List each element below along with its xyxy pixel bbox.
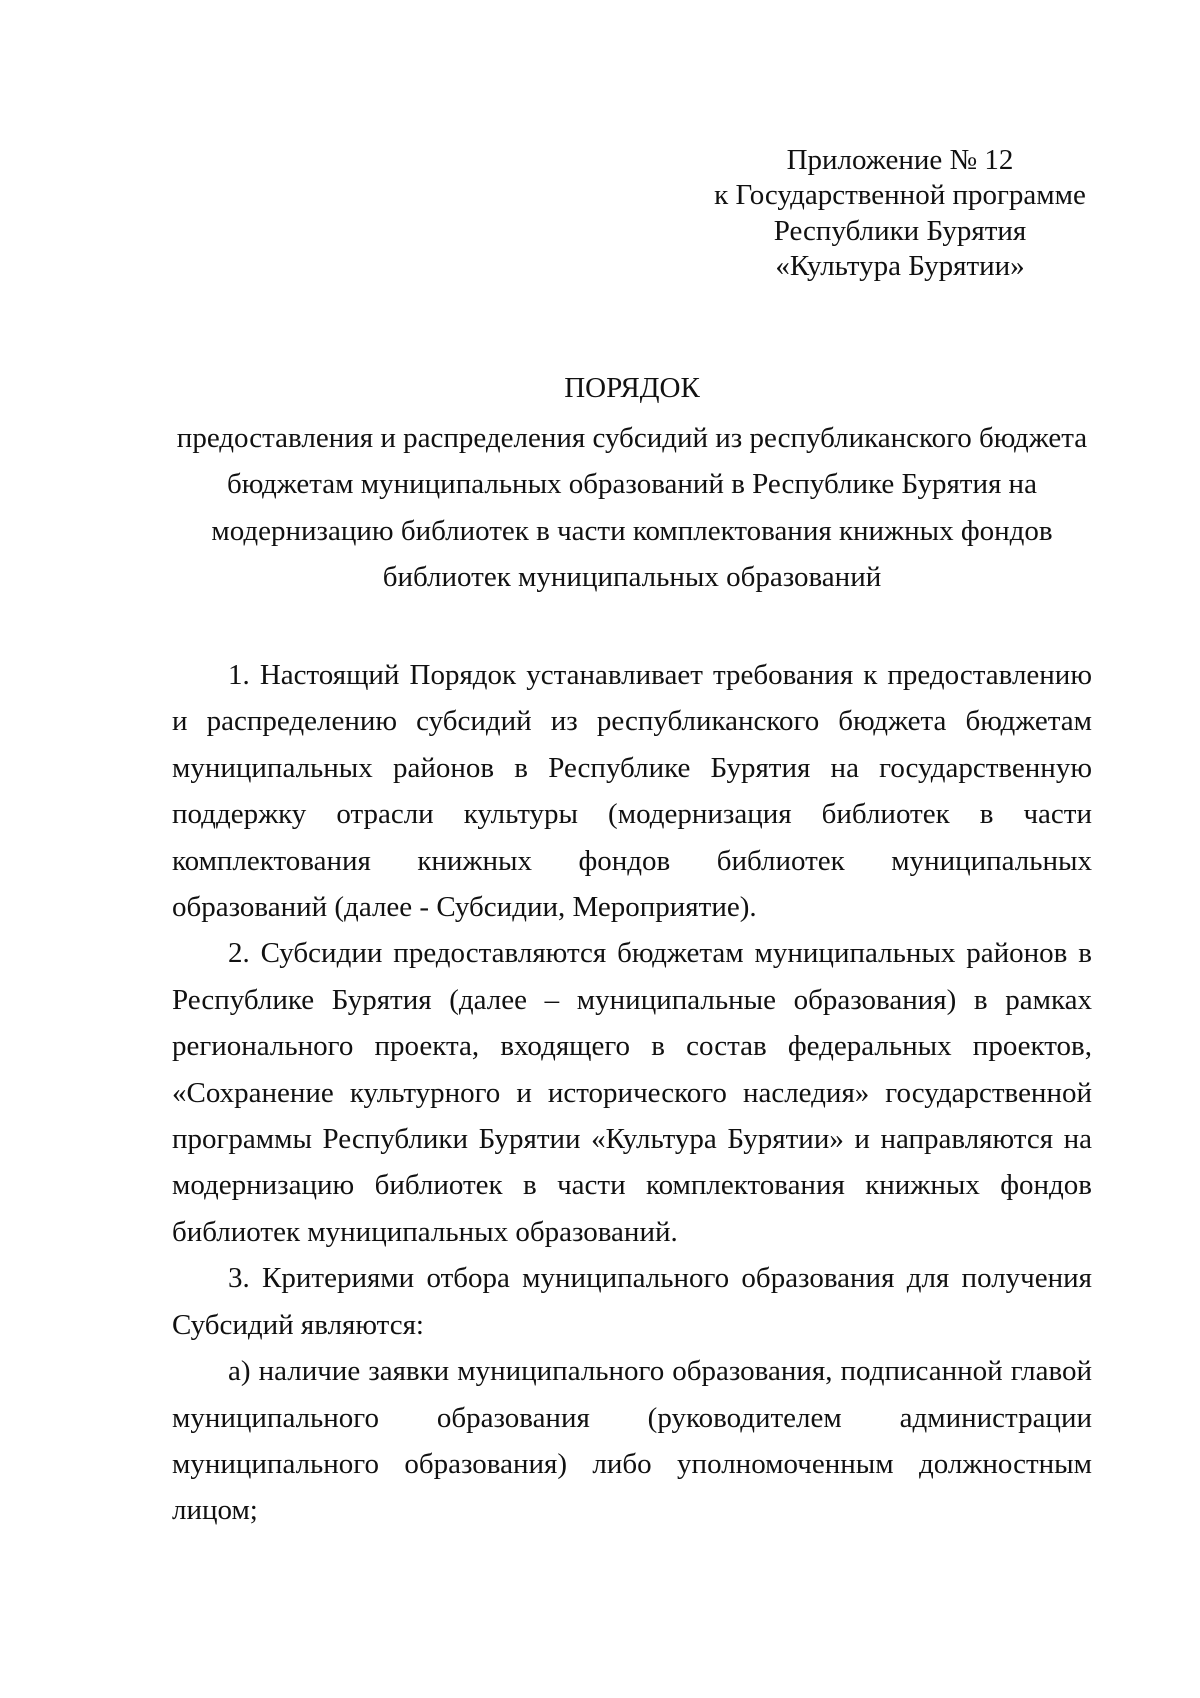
paragraph-3a: а) наличие заявки муниципального образования, подписанной главой муниципального образования (руководителем администрации муниципального образования) либо уполномоченным должностным лицом; <box>172 1355 1092 1527</box>
title-heading: ПОРЯДОК <box>564 372 700 404</box>
appendix-program-name: «Культура Бурятии» <box>775 249 1025 282</box>
title-subtitle: предоставления и распределения субсидий из республиканского бюджета бюджетам муниципальных образований в Республике Бурятия на модернизацию библиотек в части комплектования книжных фондов библиотек муниципальных образований <box>176 422 1088 593</box>
appendix-number: Приложение № 12 <box>786 144 1014 176</box>
document-title <box>160 365 1104 600</box>
paragraph-1: 1. Настоящий Порядок устанавливает требования к предоставлению и распределению субсидий из республиканского бюджета бюджетам муниципальных районов в Республике Бурятия на государственную поддержку отрасли культуры (модернизация библиотек в части комплектования книжных фондов библиотек муниципальных образований (далее - Субсидии, Мероприятие). <box>172 659 1092 924</box>
appendix-republic: Республики Бурятия <box>773 214 1027 247</box>
paragraph-3: 3. Критериями отбора муниципального образования для получения Субсидий являются: <box>172 1262 1092 1341</box>
appendix-header <box>680 143 1120 284</box>
document-body <box>172 652 1092 1534</box>
paragraph-2: 2. Субсидии предоставляются бюджетам муниципальных районов в Республике Бурятия (далее – муниципальные образования) в рамках регионального проекта, входящего в состав федеральных проектов, «Сохранение культурного и исторического наследия» государственной программы Республики Бурятии «Культура Бурятии» и направляются на модернизацию библиотек в части комплектования книжных фондов библиотек муниципальных образований. <box>172 937 1092 1248</box>
appendix-program-ref: к Государственной программе <box>714 179 1086 212</box>
